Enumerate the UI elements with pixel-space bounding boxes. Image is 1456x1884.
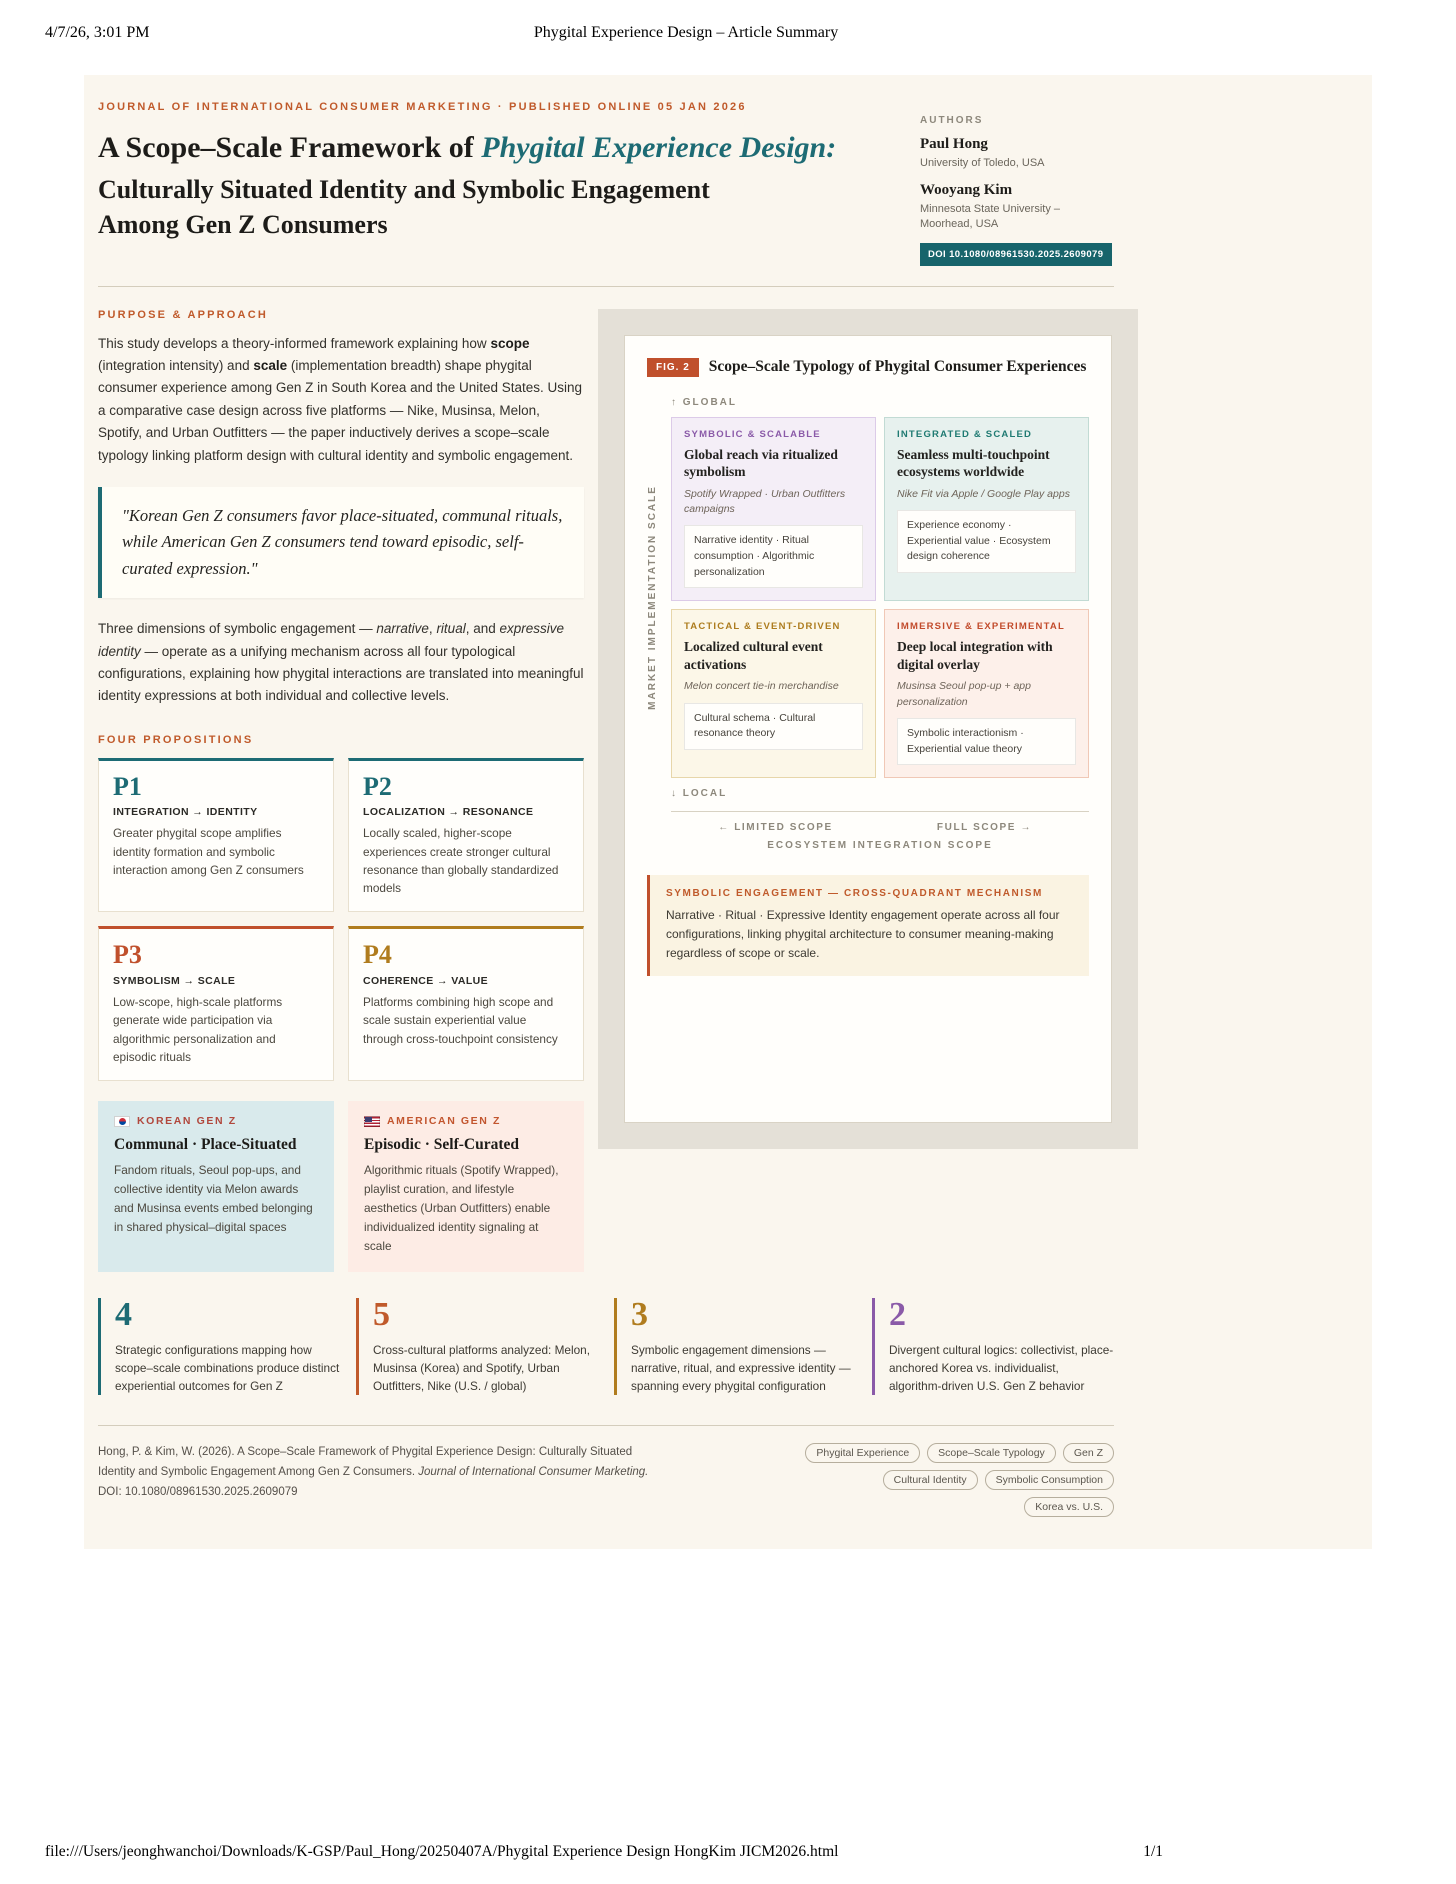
- keyword-tags: [804, 1443, 1114, 1517]
- stat-text: Symbolic engagement dimensions — narrative, ritual, and expressive identity — spanning every phygital configuration: [631, 1342, 851, 1394]
- stat-value: 4: [115, 1295, 132, 1333]
- tag-pill: Korea vs. U.S.: [1024, 1497, 1114, 1517]
- article-sheet: [84, 75, 1372, 1549]
- stat-value: 2: [889, 1295, 906, 1333]
- purpose-paragraph-2: Three dimensions of symbolic engagement — narrative, ritual, and expressive identity — operate as a unifying mechanism across all four typological configurations, explaining how phygital interactions are translated into meaningful identity expressions at both individual and collective levels.: [98, 621, 584, 704]
- canton-icon: [365, 1117, 372, 1122]
- author-entry: [920, 136, 1112, 171]
- quadrant-example: Melon concert tie-in merchandise: [684, 680, 839, 693]
- culture-label: AMERICAN GEN Z: [387, 1115, 501, 1128]
- right-column: [598, 309, 1138, 1149]
- proposition-body: Greater phygital scope amplifies identity formation and symbolic interaction among Gen Z consumers: [113, 826, 304, 877]
- tag-pill: Symbolic Consumption: [985, 1470, 1114, 1490]
- author-entry: [920, 182, 1112, 232]
- proposition-card-p2: [348, 758, 584, 913]
- quadrant-tag: INTEGRATED & SCALED: [897, 428, 1033, 440]
- quadrant-tag: TACTICAL & EVENT-DRIVEN: [684, 621, 841, 633]
- culture-body: Fandom rituals, Seoul pop-ups, and collective identity via Melon awards and Musinsa events embed belonging in shared physical–digital spaces: [114, 1163, 313, 1234]
- author-name: Wooyang Kim: [920, 181, 1013, 198]
- quadrant-theory-box: Cultural schema · Cultural resonance theory: [684, 703, 863, 751]
- quadrant-grid: [671, 417, 1089, 779]
- doi-badge: DOI 10.1080/08961530.2025.2609079: [920, 243, 1112, 266]
- quadrant-area: [647, 417, 1089, 779]
- culture-label: KOREAN GEN Z: [137, 1115, 237, 1128]
- scope-limited-label: ← LIMITED SCOPE: [718, 822, 833, 834]
- quadrant-symbolic-scalable: [671, 417, 876, 602]
- article-content: [98, 101, 1138, 1517]
- article-footer: [98, 1426, 1114, 1517]
- propositions-section-label: FOUR PROPOSITIONS: [98, 733, 254, 746]
- propositions-grid: [98, 758, 584, 1081]
- quadrant-example: Nike Fit via Apple / Google Play apps: [897, 487, 1070, 500]
- quadrant-theory-box: Narrative identity · Ritual consumption · Algorithmic personalization: [684, 525, 863, 588]
- x-axis-label: ECOSYSTEM INTEGRATION SCOPE: [767, 840, 993, 852]
- stat-item: [614, 1295, 856, 1396]
- left-column: [98, 309, 584, 1272]
- culture-card-korea: [98, 1101, 334, 1271]
- proposition-heading: COHERENCE → VALUE: [363, 975, 489, 988]
- quadrant-example: Spotify Wrapped · Urban Outfitters campaigns: [684, 487, 846, 515]
- quadrant-immersive-experimental: [884, 609, 1089, 778]
- figure-title: Scope–Scale Typology of Phygital Consumer Experiences: [708, 358, 1087, 376]
- stat-value: 5: [373, 1295, 390, 1333]
- quadrant-integrated-scaled: [884, 417, 1089, 602]
- culture-card-usa: [348, 1101, 584, 1271]
- taegeuk-icon: [119, 1118, 126, 1125]
- title-italic-text: Phygital Experience Design:: [481, 131, 837, 164]
- quadrant-title: Seamless multi-touchpoint ecosystems worldwide: [897, 446, 1050, 480]
- stat-item: [98, 1295, 340, 1396]
- quadrant-theory-box: Experience economy · Experiential value · Ecosystem design coherence: [897, 510, 1076, 573]
- culture-cards: [98, 1101, 584, 1271]
- figure-panel: [598, 309, 1138, 1149]
- proposition-number: P2: [363, 771, 392, 801]
- title-regular-text: A Scope–Scale Framework of: [98, 131, 482, 164]
- proposition-body: Locally scaled, higher-scope experiences create stronger cultural resonance than globally standardized models: [363, 826, 559, 896]
- article-header: [98, 101, 1138, 266]
- quadrant-tag: SYMBOLIC & SCALABLE: [684, 428, 821, 440]
- proposition-heading: INTEGRATION → IDENTITY: [113, 806, 258, 819]
- proposition-heading: SYMBOLISM → SCALE: [113, 975, 236, 988]
- scope-full-label: FULL SCOPE →: [936, 822, 1033, 834]
- scope-axis-row: [671, 822, 1089, 833]
- stat-text: Strategic configurations mapping how scope–scale combinations produce distinct experiential outcomes for Gen Z: [115, 1342, 340, 1394]
- tag-pill: Cultural Identity: [883, 1470, 978, 1490]
- header-divider: [98, 286, 1114, 287]
- authors-label: AUTHORS: [920, 115, 984, 126]
- mechanism-label: SYMBOLIC ENGAGEMENT — CROSS-QUADRANT MECHANISM: [666, 888, 1043, 900]
- stat-item: [356, 1295, 598, 1396]
- figure-axis-divider: [671, 811, 1089, 812]
- stat-text: Cross-cultural platforms analyzed: Melon, Musinsa (Korea) and Spotify, Urban Outfitters, Nike (U.S. / global): [373, 1342, 591, 1394]
- y-axis-label: MARKET IMPLEMENTATION SCALE: [647, 485, 658, 710]
- tag-pill: Gen Z: [1063, 1443, 1114, 1463]
- proposition-card-p4: [348, 926, 584, 1081]
- proposition-body: Platforms combining high scope and scale sustain experiential value through cross-touchpoint consistency: [363, 995, 558, 1046]
- figure-badge: FIG. 2: [647, 358, 699, 377]
- stat-item: [872, 1295, 1114, 1396]
- quadrant-theory-box: Symbolic interactionism · Experiential value theory: [897, 718, 1076, 766]
- quadrant-title: Deep local integration with digital overlay: [897, 639, 1053, 672]
- citation: Hong, P. & Kim, W. (2026). A Scope–Scale Framework of Phygital Experience Design: Culturally Situated Identity and Symbolic Engagement Among Gen Z Consumers. Journal of International Consumer Marketing. DOI: 10.1080/08961530.2025.2609079: [98, 1446, 649, 1498]
- pull-quote: "Korean Gen Z consumers favor place-situated, communal rituals, while American Gen Z consumers tend toward episodic, self-curated expression.": [98, 487, 584, 598]
- proposition-body: Low-scope, high-scale platforms generate wide participation via algorithmic personalization and episodic rituals: [113, 995, 283, 1064]
- journal-kicker: JOURNAL OF INTERNATIONAL CONSUMER MARKETING · PUBLISHED ONLINE 05 JAN 2026: [98, 101, 747, 113]
- authors-panel: [920, 101, 1112, 266]
- proposition-card-p1: [98, 758, 334, 913]
- title-block: [98, 101, 868, 266]
- proposition-number: P3: [113, 940, 142, 970]
- axis-local-label: ↓ LOCAL: [671, 788, 728, 800]
- print-header-title: Phygital Experience Design – Article Summary: [533, 24, 839, 41]
- stat-text: Divergent cultural logics: collectivist, place-anchored Korea vs. individualist, algorithm-driven U.S. Gen Z behavior: [889, 1342, 1114, 1394]
- quadrant-tag: IMMERSIVE & EXPERIMENTAL: [897, 621, 1065, 633]
- author-affiliation: University of Toledo, USA: [920, 157, 1045, 169]
- quadrant-title: Localized cultural event activations: [684, 639, 823, 672]
- proposition-card-p3: [98, 926, 334, 1081]
- culture-title: Communal · Place-Situated: [114, 1136, 297, 1154]
- mechanism-body: Narrative · Ritual · Expressive Identity engagement operate across all four configurations, linking phygital architecture to consumer meaning-making regardless of scope or scale.: [666, 908, 1060, 960]
- main-columns: [98, 309, 1138, 1272]
- figure-header: [647, 358, 1089, 377]
- korea-flag-icon: [114, 1116, 130, 1127]
- purpose-section-label: PURPOSE & APPROACH: [98, 308, 268, 321]
- quadrant-tactical-event-driven: [671, 609, 876, 778]
- article-subtitle: Culturally Situated Identity and Symbolic Engagement Among Gen Z Consumers: [98, 175, 710, 239]
- print-footer-page-indicator: 1/1: [1143, 1843, 1163, 1860]
- quadrant-example: Musinsa Seoul pop-up + app personalization: [897, 680, 1031, 708]
- culture-card-header: [364, 1115, 568, 1127]
- tag-pill: Phygital Experience: [805, 1443, 920, 1463]
- culture-body: Algorithmic rituals (Spotify Wrapped), playlist curation, and lifestyle aesthetics (Urban Outfitters) enable individualized identity signaling at scale: [364, 1163, 559, 1253]
- proposition-number: P1: [113, 771, 142, 801]
- stat-value: 3: [631, 1295, 648, 1333]
- stats-row: [98, 1295, 1114, 1396]
- author-name: Paul Hong: [920, 136, 988, 152]
- proposition-number: P4: [363, 940, 392, 970]
- mechanism-box: [647, 875, 1089, 976]
- quadrant-title: Global reach via ritualized symbolism: [684, 446, 838, 480]
- print-header-datetime: 4/7/26, 3:01 PM: [45, 24, 150, 41]
- culture-title: Episodic · Self-Curated: [364, 1136, 520, 1154]
- us-flag-icon: [364, 1116, 380, 1127]
- purpose-paragraph-1: This study develops a theory-informed framework explaining how scope (integration intensity) and scale (implementation breadth) shape phygital consumer experience among Gen Z in South Korea and the United States. Using a comparative case design across five platforms — Nike, Musinsa, Melon, Spotify, and Urban Outfitters — the paper inductively derives a scope–scale typology linking platform design with cultural identity and symbolic engagement.: [98, 335, 583, 463]
- figure-card: [624, 335, 1112, 1123]
- proposition-heading: LOCALIZATION → RESONANCE: [363, 806, 534, 819]
- culture-card-header: [114, 1115, 318, 1127]
- article-title: [98, 129, 868, 167]
- tag-pill: Scope–Scale Typology: [927, 1443, 1056, 1463]
- axis-global-label: ↑ GLOBAL: [671, 396, 737, 408]
- print-footer-file-path: file:///Users/jeonghwanchoi/Downloads/K-GSP/Paul_Hong/20250407A/Phygital Experience Design HongKim JICM2026.html: [45, 1843, 839, 1860]
- author-affiliation: Minnesota State University – Moorhead, USA: [920, 202, 1061, 230]
